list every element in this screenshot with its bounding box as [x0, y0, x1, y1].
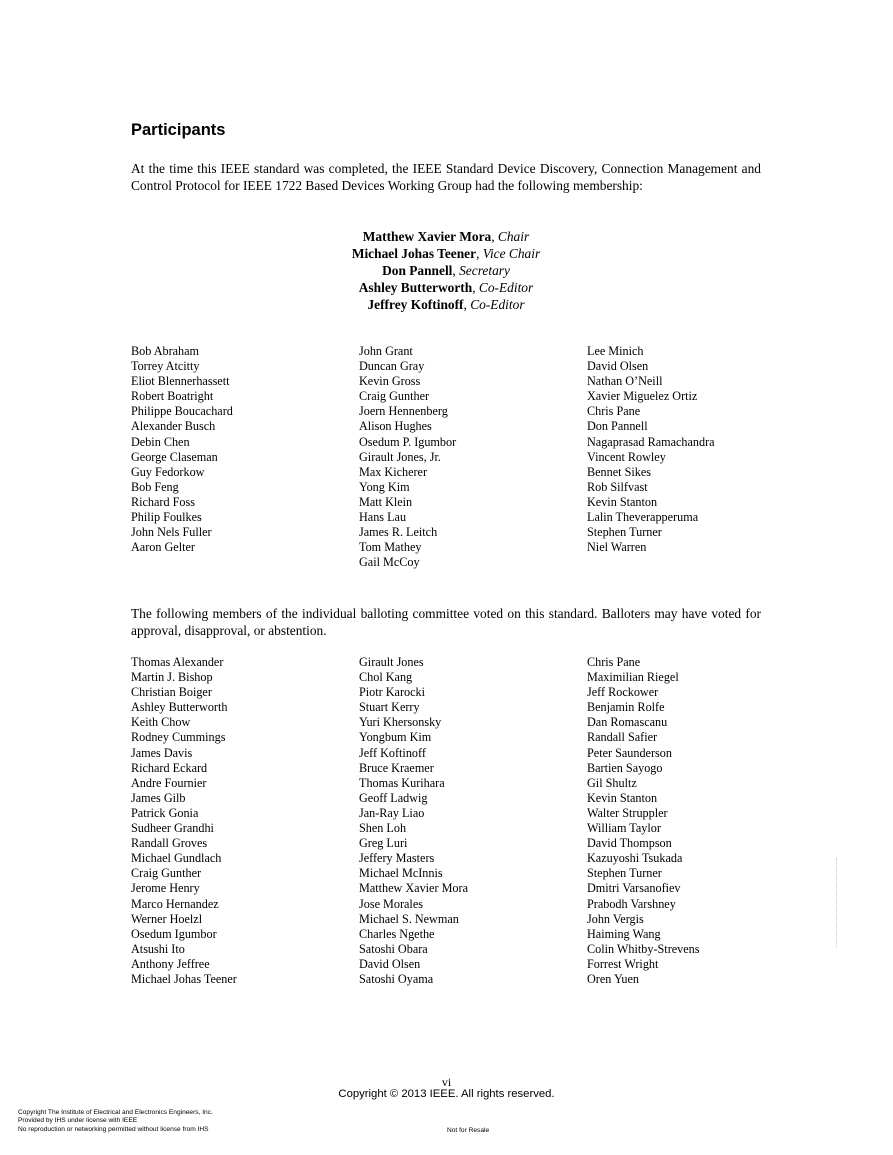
member-name: Nathan O’Neill [587, 374, 663, 389]
member-name: James R. Leitch [359, 525, 438, 540]
balloter-name: James Gilb [131, 790, 186, 805]
balloter-name: Keith Chow [131, 715, 191, 730]
balloter-name: Sudheer Grandhi [131, 821, 214, 836]
copyright-notice: Copyright © 2013 IEEE. All rights reserved. [338, 1088, 555, 1100]
officer-name: Don Pannell [382, 263, 453, 278]
member-name: Philip Foulkes [131, 510, 202, 525]
balloter-name: Forrest Wright [587, 956, 659, 971]
balloter-name: Thomas Alexander [131, 655, 224, 669]
balloter-name: Randall Groves [131, 836, 208, 851]
member-name: John Grant [359, 344, 413, 358]
balloter-name: Jeffery Masters [359, 851, 435, 866]
balloter-name: Michael S. Newman [359, 911, 459, 926]
officer-role: Vice Chair [482, 246, 541, 261]
member-column-2 [359, 344, 456, 570]
member-name: Alison Hughes [359, 419, 432, 434]
officer-name: Michael Johas Teener [351, 246, 477, 261]
member-name: Stephen Turner [587, 525, 662, 540]
balloter-name: Michael Gundlach [131, 851, 222, 866]
member-name: Osedum P. Igumbor [359, 434, 457, 449]
member-name: Philippe Boucachard [131, 404, 233, 419]
officer-co-editor: Jeffrey Koftinoff, Co-Editor [367, 297, 525, 312]
member-name: Chris Pane [587, 404, 641, 419]
license-footer [18, 1109, 213, 1134]
officer-role: Secretary [459, 263, 510, 278]
footer-line: Copyright The Institute of Electrical and Electronics Engineers, Inc. [18, 1109, 213, 1116]
balloter-name: Satoshi Oyama [359, 971, 434, 986]
member-name: Bennet Sikes [587, 464, 651, 479]
balloter-name: Michael Johas Teener [131, 971, 237, 986]
member-name: Eliot Blennerhassett [131, 374, 230, 389]
member-name: Craig Gunther [359, 389, 430, 404]
page-title: Participants [131, 121, 226, 139]
officer-chair: Matthew Xavier Mora, Chair [362, 229, 530, 244]
balloter-name: John Vergis [587, 911, 644, 926]
balloter-name: Christian Boiger [131, 685, 212, 700]
balloter-name: Kevin Stanton [587, 790, 658, 805]
member-name: Xavier Miguelez Ortiz [587, 389, 698, 404]
balloter-name: Haiming Wang [587, 926, 661, 941]
footer-line: Provided by IHS under license with IEEE [18, 1117, 138, 1125]
balloter-name: Matthew Xavier Mora [359, 881, 468, 896]
balloter-name: Bruce Kraemer [359, 760, 434, 775]
balloter-name: Stephen Turner [587, 866, 662, 881]
balloter-name: Michael McInnis [359, 866, 443, 881]
officer-role: Co-Editor [478, 280, 534, 295]
balloter-name: Atsushi Ito [131, 941, 185, 956]
balloter-name: Thomas Kurihara [359, 775, 445, 790]
balloter-name: Ashley Butterworth [131, 700, 228, 715]
balloter-name: James Davis [131, 745, 193, 760]
balloter-name: Peter Saunderson [587, 745, 672, 760]
member-name: Aaron Gelter [131, 540, 195, 555]
balloter-name: Piotr Karocki [359, 685, 426, 700]
balloter-name: Richard Eckard [131, 760, 208, 775]
member-column-1 [131, 344, 233, 555]
balloter-name: Maximilian Riegel [587, 670, 679, 685]
officer-name: Jeffrey Koftinoff [367, 297, 464, 312]
balloter-name: Craig Gunther [131, 866, 202, 881]
balloter-name: Marco Hernandez [131, 896, 219, 911]
balloter-name: Prabodh Varshney [587, 896, 676, 911]
balloter-name: Andre Fournier [131, 775, 207, 790]
member-name: Bob Feng [131, 479, 179, 494]
member-name: Niel Warren [587, 540, 647, 555]
member-name: Kevin Stanton [587, 494, 658, 509]
member-name: Gail McCoy [359, 555, 420, 570]
balloter-name: Randall Safier [587, 730, 658, 745]
balloter-name: Jose Morales [359, 896, 423, 911]
member-name: Girault Jones, Jr. [359, 449, 441, 464]
member-name: Richard Foss [131, 494, 195, 509]
balloter-name: Walter Struppler [587, 805, 668, 820]
balloter-name: Osedum Igumbor [131, 926, 217, 941]
member-name: Yong Kim [359, 479, 410, 494]
member-name: Joern Hennenberg [359, 404, 448, 419]
member-name: Nagaprasad Ramachandra [587, 434, 715, 449]
balloter-name: Jeff Rockower [587, 685, 659, 700]
ballot-paragraph: The following members of the individual balloting committee voted on this standard. Balloters may have voted for approval, disapproval, or abstention. [131, 606, 761, 638]
balloter-column-3 [587, 655, 700, 987]
balloter-name: Benjamin Rolfe [587, 700, 665, 715]
member-name: Lalin Theverapperuma [587, 510, 699, 525]
officer-role: Chair [497, 229, 530, 244]
member-column-3 [587, 344, 715, 555]
officer-co-editor: Ashley Butterworth, Co-Editor [358, 280, 534, 295]
member-name: David Olsen [587, 359, 649, 374]
member-name: Tom Mathey [359, 540, 422, 555]
balloter-name: Anthony Jeffree [131, 956, 210, 971]
balloter-name: David Olsen [359, 956, 421, 971]
balloter-name: Shen Loh [359, 821, 407, 836]
member-name: Don Pannell [587, 419, 648, 434]
officer-vice-chair: Michael Johas Teener, Vice Chair [351, 246, 541, 261]
officer-secretary: Don Pannell, Secretary [382, 263, 510, 278]
officer-name: Matthew Xavier Mora [362, 229, 492, 244]
balloter-name: Jan-Ray Liao [359, 805, 425, 820]
balloter-name: Patrick Gonia [131, 805, 199, 820]
officer-name: Ashley Butterworth [358, 280, 473, 295]
balloter-column-2 [359, 655, 468, 987]
balloter-name: Jerome Henry [131, 881, 200, 896]
member-name: Debin Chen [131, 434, 190, 449]
member-name: Vincent Rowley [587, 449, 666, 464]
balloter-name: Charles Ngethe [359, 926, 435, 941]
balloter-name: William Taylor [587, 821, 661, 836]
balloter-name: Dmitri Varsanofiev [587, 881, 681, 896]
member-name: Bob Abraham [131, 344, 200, 358]
balloter-name: Satoshi Obara [359, 941, 428, 956]
balloter-name: Dan Romascanu [587, 715, 668, 730]
footer-line: No reproduction or networking permitted without license from IHS [18, 1125, 209, 1133]
member-name: Duncan Gray [359, 359, 425, 374]
member-name: Matt Klein [359, 494, 413, 509]
balloter-name: Gil Shultz [587, 775, 637, 790]
not-for-resale-notice: Not for Resale [447, 1127, 490, 1134]
balloter-name: Yongbum Kim [359, 730, 432, 745]
balloter-name: David Thompson [587, 836, 672, 851]
balloter-column-1 [131, 655, 237, 987]
member-name: Robert Boatright [131, 389, 214, 404]
balloter-name: Yuri Khersonsky [359, 715, 442, 730]
balloter-name: Stuart Kerry [359, 700, 420, 715]
balloter-name: Chris Pane [587, 655, 641, 669]
balloter-name: Girault Jones [359, 655, 424, 669]
intro-paragraph: At the time this IEEE standard was completed, the IEEE Standard Device Discovery, Connection Management and Control Protocol for IEEE 1722 Based Devices Working Group had the following membership: [131, 161, 761, 193]
officers-list [131, 228, 761, 313]
balloter-name: Werner Hoelzl [131, 911, 203, 926]
balloter-name: Greg Luri [359, 836, 408, 851]
member-name: Rob Silfvast [587, 479, 648, 494]
balloter-name: Jeff Koftinoff [359, 745, 426, 760]
page-number: vi [441, 1075, 452, 1089]
member-name: Hans Lau [359, 510, 407, 525]
balloter-name: Bartien Sayogo [587, 760, 663, 775]
balloter-name: Colin Whitby-Strevens [587, 941, 700, 956]
balloter-name: Rodney Cummings [131, 730, 226, 745]
balloter-name: Oren Yuen [587, 971, 640, 986]
member-name: Kevin Gross [359, 374, 421, 389]
balloter-name: Martin J. Bishop [131, 670, 213, 685]
officer-role: Co-Editor [470, 297, 525, 312]
balloter-name: Kazuyoshi Tsukada [587, 851, 683, 866]
margin-mark [836, 858, 839, 948]
member-name: John Nels Fuller [131, 525, 212, 540]
member-name: Lee Minich [587, 344, 644, 358]
balloter-name: Chol Kang [359, 670, 413, 685]
member-name: Torrey Atcitty [131, 359, 200, 374]
member-name: Guy Fedorkow [131, 464, 205, 479]
member-name: Alexander Busch [131, 419, 216, 434]
member-name: Max Kicherer [359, 464, 428, 479]
member-name: George Claseman [131, 449, 218, 464]
balloter-name: Geoff Ladwig [359, 790, 428, 805]
